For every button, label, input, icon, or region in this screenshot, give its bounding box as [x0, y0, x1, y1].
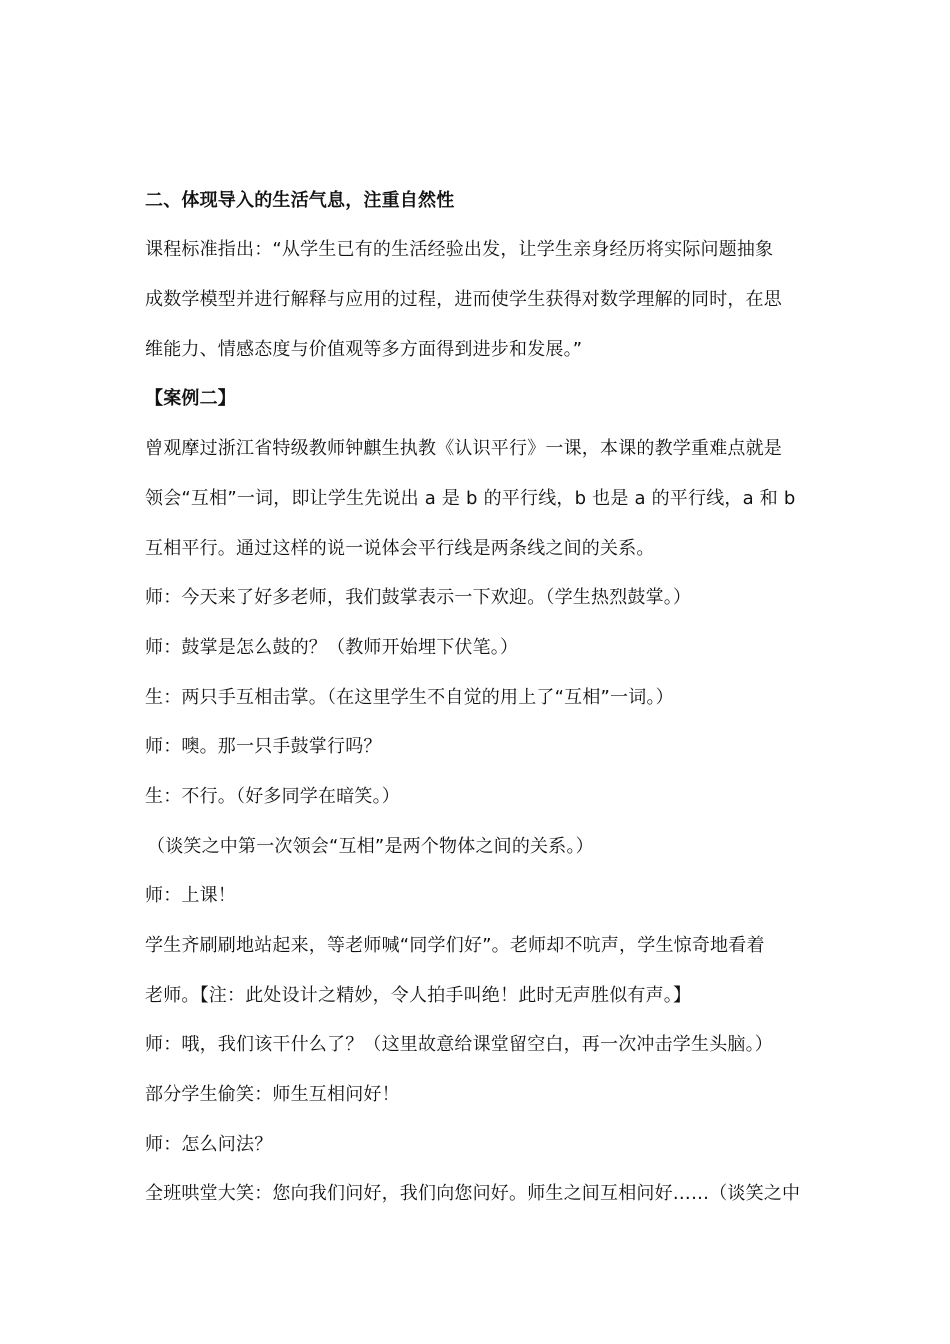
dialogue-line: 师：今天来了好多老师，我们鼓掌表示一下欢迎。（学生热烈鼓掌。） [145, 587, 692, 608]
case-intro-line-3: 互相平行。通过这样的说一说体会平行线是两条线之间的关系。 [145, 538, 655, 559]
standard-quote-line-3: 维能力、情感态度与价值观等多方面得到进步和发展。” [145, 339, 583, 360]
dialogue-line: 生：不行。（好多同学在暗笑。） [145, 786, 400, 807]
dialogue-line: 全班哄堂大笑：您向我们问好，我们向您问好。师生之间互相问好……（谈笑之中 [145, 1183, 801, 1204]
dialogue-line: 生：两只手互相击掌。（在这里学生不自觉的用上了“互相”一词。） [145, 687, 674, 708]
dialogue-line: 部分学生偷笑：师生互相问好！ [145, 1084, 400, 1105]
standard-quote-line-1: 课程标准指出：“从学生已有的生活经验出发，让学生亲身经历将实际问题抽象 [145, 239, 774, 260]
section-heading: 二、体现导入的生活气息，注重自然性 [145, 190, 455, 211]
dialogue-line: （谈笑之中第一次领会“互相”是两个物体之间的关系。） [147, 836, 594, 857]
dialogue-line: 师：哦，我们该干什么了？（这里故意给课堂留空白，再一次冲击学生头脑。） [145, 1034, 773, 1055]
case-intro-line-2: 领会“互相”一词，即让学生先说出 a 是 b 的平行线，b 也是 a 的平行线，a 和 b [145, 488, 796, 509]
dialogue-line: 学生齐刷刷地站起来，等老师喊“同学们好”。老师却不吭声，学生惊奇地看着 [145, 935, 765, 956]
dialogue-line: 师：上课！ [145, 885, 236, 906]
case-label: 【案例二】 [145, 388, 236, 409]
dialogue-line: 师：噢。那一只手鼓掌行吗？ [145, 736, 382, 757]
dialogue-line: 老师。【注：此处设计之精妙，令人拍手叫绝！此时无声胜似有声。】 [145, 985, 692, 1006]
case-intro-line-1: 曾观摩过浙江省特级教师钟麒生执教《认识平行》一课，本课的教学重难点就是 [145, 438, 782, 459]
dialogue-line: 师：鼓掌是怎么鼓的？（教师开始埋下伏笔。） [145, 637, 519, 658]
dialogue-line: 师：怎么问法？ [145, 1134, 273, 1155]
standard-quote-line-2: 成数学模型并进行解释与应用的过程，进而使学生获得对数学理解的同时，在思 [145, 289, 782, 310]
